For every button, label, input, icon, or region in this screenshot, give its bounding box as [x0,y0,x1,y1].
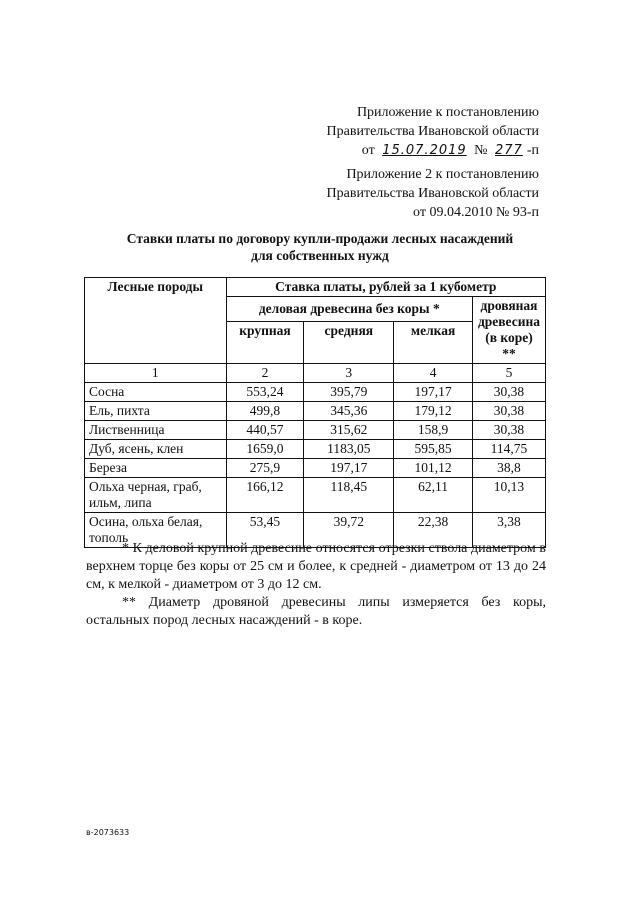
large-cell: 53,45 [226,513,304,548]
small-cell: 595,85 [394,440,473,459]
table-row [85,421,546,440]
table-row [85,459,546,478]
header-business-wood: деловая древесина без коры * [226,297,472,322]
rates-table [84,277,546,548]
medium-cell: 39,72 [304,513,394,548]
species-cell: Осина, ольха белая, тополь [85,513,227,548]
small-cell: 158,9 [394,421,473,440]
footnote-firewood: ** Диаметр дровяной древесины липы измеряется без коры, остальных пород лесных насаждений - в коре. [86,595,546,628]
table-row [85,383,546,402]
header-line4: Приложение 2 к постановлению [346,167,539,182]
column-number: 3 [304,364,394,383]
column-number: 4 [394,364,473,383]
small-cell: 62,11 [394,478,473,513]
large-cell: 166,12 [226,478,304,513]
firewood-cell: 114,75 [472,440,545,459]
header-firewood: дровяная древесина (в коре) ** [472,297,545,364]
footnote-business-wood: * К деловой крупной древесине относятся отрезки ствола диаметром в верхнем торце без коры от 25 см и более, к средней - диаметром от 13 до 24 см, к мелкой - диаметром от 3 до 12 см. [86,541,546,592]
species-cell: Береза [85,459,227,478]
header-medium: средняя [304,322,394,364]
large-cell: 499,8 [226,402,304,421]
medium-cell: 315,62 [304,421,394,440]
column-number: 5 [472,364,545,383]
document-code: в-2073633 [86,828,130,837]
medium-cell: 395,79 [304,383,394,402]
small-cell: 197,17 [394,383,473,402]
number-prefix: № [474,143,488,158]
species-cell: Ольха черная, граб, ильм, липа [85,478,227,513]
header-line5: Правительства Ивановской области [326,186,539,201]
handwritten-date: 15.07.2019 [382,143,467,158]
species-cell: Дуб, ясень, клен [85,440,227,459]
handwritten-number: 277 [495,143,523,158]
firewood-cell: 30,38 [472,402,545,421]
large-cell: 440,57 [226,421,304,440]
header-large: крупная [226,322,304,364]
large-cell: 553,24 [226,383,304,402]
medium-cell: 197,17 [304,459,394,478]
firewood-cell: 30,38 [472,383,545,402]
table-row [85,402,546,421]
approval-header [327,103,539,160]
header-line6: от 09.04.2010 № 93-п [413,205,539,220]
table-row [85,478,546,513]
from-prefix: от [361,143,375,158]
header-species: Лесные породы [85,278,227,364]
number-suffix: -п [526,143,539,158]
large-cell: 275,9 [226,459,304,478]
small-cell: 179,12 [394,402,473,421]
firewood-cell: 10,13 [472,478,545,513]
header-line1: Приложение к постановлению [356,105,539,120]
table-row [85,440,546,459]
header-date-line [327,141,539,160]
column-number: 1 [85,364,227,383]
large-cell: 1659,0 [226,440,304,459]
species-cell: Сосна [85,383,227,402]
species-cell: Ель, пихта [85,402,227,421]
firewood-cell: 3,38 [472,513,545,548]
document-title [0,230,640,264]
column-number: 2 [226,364,304,383]
header-small: мелкая [394,322,473,364]
appendix-header [327,165,539,222]
firewood-cell: 30,38 [472,421,545,440]
firewood-cell: 38,8 [472,459,545,478]
header-rate: Ставка платы, рублей за 1 кубометр [226,278,545,297]
title-line1: Ставки платы по договору купли-продажи лесных насаждений [126,231,514,246]
small-cell: 101,12 [394,459,473,478]
small-cell: 22,38 [394,513,473,548]
header-line2: Правительства Ивановской области [326,124,539,139]
title-line2: для собственных нужд [251,248,389,263]
species-cell: Лиственница [85,421,227,440]
medium-cell: 345,36 [304,402,394,421]
medium-cell: 118,45 [304,478,394,513]
footnotes [86,540,546,630]
medium-cell: 1183,05 [304,440,394,459]
